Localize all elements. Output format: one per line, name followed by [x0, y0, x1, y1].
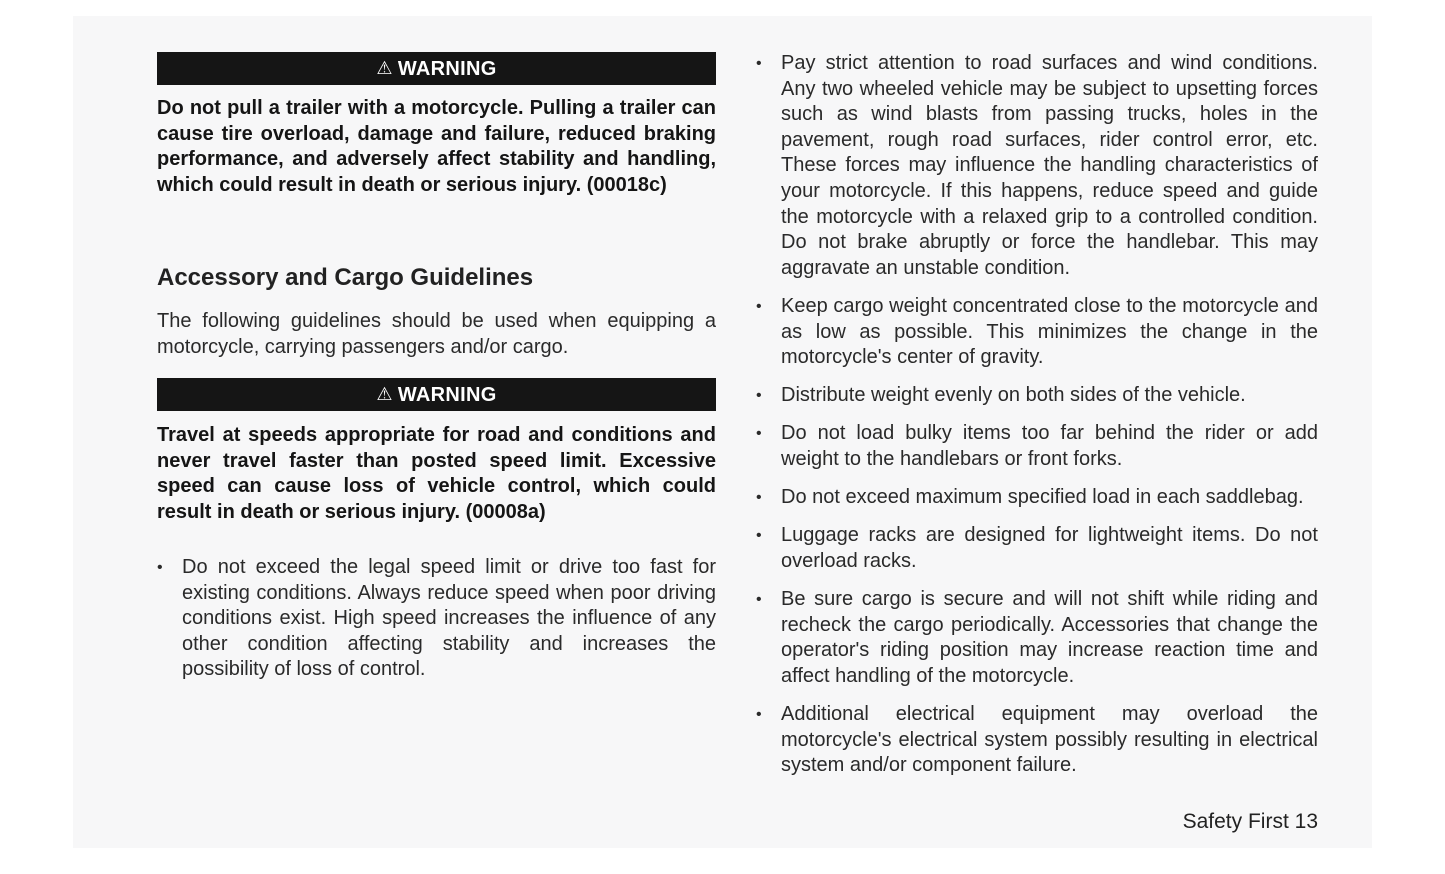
bullet-icon: • — [756, 387, 762, 404]
list-item-text: Distribute weight evenly on both sides of the vehicle. — [781, 384, 1246, 406]
warning-text: Travel at speeds appropriate for road and conditions and never travel faster than posted speed limit. Excessive speed can cause loss of vehicle control, which could result in death or serious injury. (00008a) — [157, 424, 716, 523]
list-item-text: Pay strict attention to road surfaces and wind conditions. Any two wheeled vehicle may be subject to upsetting forces such as wind blasts from passing trucks, holes in the pavement, rough road surfaces, rider control error, etc. These forces may influence the handling characteristics of your motorcycle. If this happens, reduce speed and guide the motorcycle with a relaxed grip to a controlled condition. Do not brake abruptly or force the handlebar. This may aggravate an unstable condition. — [781, 52, 1318, 279]
list-item-text: Luggage racks are designed for lightweight items. Do not overload racks. — [781, 524, 1318, 572]
warning-triangle-icon: ⚠ — [376, 384, 393, 404]
list-item-text: Do not load bulky items too far behind the rider or add weight to the handlebars or front forks. — [781, 422, 1318, 470]
list-item-text: Be sure cargo is secure and will not shift while riding and recheck the cargo periodically. Accessories that change the operator's riding position may increase reaction time and affect handling of the motorcycle. — [781, 588, 1318, 687]
list-item-text: Do not exceed the legal speed limit or drive too fast for existing conditions. Always reduce speed when poor driving conditions exist. High speed increases the influence of any other condition affecting stability and increases the possibility of loss of control. — [182, 556, 716, 681]
bullet-icon: • — [756, 298, 762, 315]
page-footer: Safety First 13 — [1182, 810, 1318, 833]
list-item — [756, 523, 1318, 574]
warning-banner — [157, 52, 716, 85]
bullet-icon: • — [756, 706, 762, 723]
warning-triangle-icon: ⚠ — [376, 58, 393, 78]
list-item — [157, 555, 716, 683]
list-item — [756, 383, 1318, 409]
list-item-text: Additional electrical equipment may overload the motorcycle's electrical system possibly resulting in electrical system and/or component failure. — [781, 703, 1318, 777]
bullet-icon: • — [756, 489, 762, 506]
bullet-icon: • — [756, 55, 762, 72]
list-item — [756, 51, 1318, 281]
list-item — [756, 421, 1318, 472]
warning-label: WARNING — [397, 58, 497, 80]
warning-banner — [157, 378, 716, 411]
list-item — [756, 587, 1318, 689]
list-item — [756, 702, 1318, 779]
bullet-icon: • — [157, 559, 163, 576]
warning-text: Do not pull a trailer with a motorcycle. Pulling a trailer can cause tire overload, damage and failure, reduced braking performance, and adversely affect stability and handling, which could result in death or serious injury. (00018c) — [157, 97, 716, 196]
section-heading: Accessory and Cargo Guidelines — [157, 264, 534, 291]
list-item-text: Do not exceed maximum specified load in each saddlebag. — [781, 486, 1304, 508]
manual-page — [73, 16, 1372, 848]
intro-paragraph: The following guidelines should be used when equipping a motorcycle, carrying passengers and/or cargo. — [157, 310, 716, 358]
bullet-icon: • — [756, 527, 762, 544]
bullet-icon: • — [756, 425, 762, 442]
list-item-text: Keep cargo weight concentrated close to the motorcycle and as low as possible. This minimizes the change in the motorcycle's center of gravity. — [781, 295, 1318, 369]
list-item — [756, 294, 1318, 371]
warning-label: WARNING — [397, 384, 497, 406]
list-item — [756, 485, 1318, 511]
bullet-icon: • — [756, 591, 762, 608]
